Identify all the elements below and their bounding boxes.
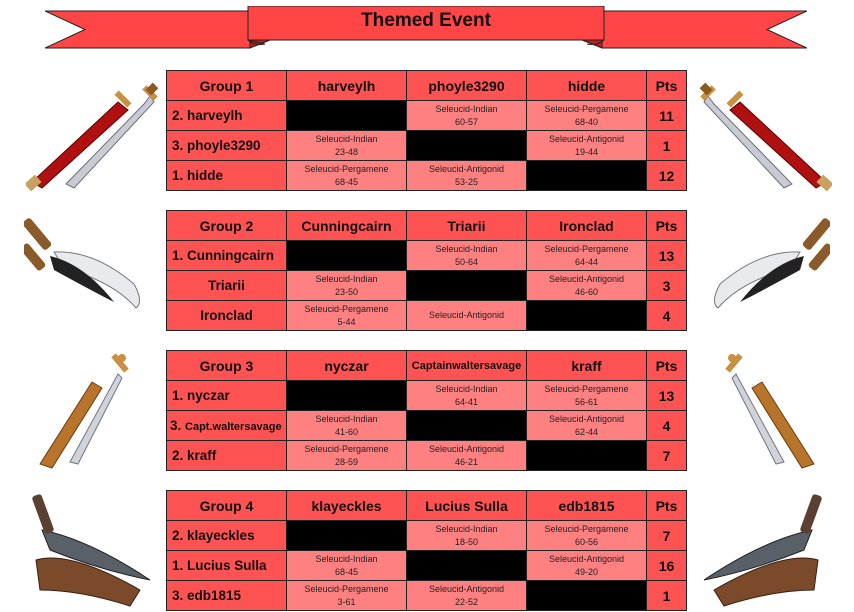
matchup-label: Seleucid-Pergamene	[304, 163, 389, 174]
match-score: 68-45	[334, 176, 359, 187]
matchup-label: Seleucid-Antigonid	[428, 163, 505, 174]
points-value: 13	[647, 381, 687, 411]
player-column-header: Ironclad	[527, 211, 647, 241]
matchup-label: Seleucid-Indian	[435, 243, 498, 254]
player-column-header: klayeckles	[287, 491, 407, 521]
match-result-cell	[287, 411, 407, 441]
gladius-sword-icon	[692, 82, 832, 192]
player-column-header: phoyle3290	[407, 71, 527, 101]
self-match-cell	[287, 521, 407, 551]
match-score: 28-59	[334, 456, 359, 467]
match-score: 23-50	[334, 286, 359, 297]
match-result-cell	[287, 271, 407, 301]
matchup-label: Seleucid-Pergamene	[304, 443, 389, 454]
points-value: 4	[647, 411, 687, 441]
player-name: 1. Lucius Sulla	[172, 558, 267, 573]
match-result-cell	[287, 301, 407, 331]
match-result-cell	[287, 581, 407, 611]
player-name: 2. harveylh	[172, 108, 243, 123]
player-name: 3. edb1815	[172, 588, 242, 603]
kukri-knife-icon	[700, 212, 830, 312]
self-match-cell	[527, 301, 647, 331]
match-result-cell	[287, 161, 407, 191]
matchup-label: Seleucid-Antigonid	[428, 583, 505, 594]
points-header: Pts	[647, 211, 687, 241]
matchup-label: Seleucid-Antigonid	[428, 443, 505, 454]
player-column-header: Captainwaltersavage	[407, 351, 527, 381]
self-match-cell	[527, 441, 647, 471]
player-name: 1. nyczar	[172, 388, 230, 403]
player-row-label	[167, 521, 287, 551]
matchup-label: Seleucid-Indian	[435, 383, 498, 394]
matchup-label: Seleucid-Antigonid	[428, 310, 505, 320]
matchup-label: Seleucid-Pergamene	[304, 583, 389, 594]
player-row-label	[167, 551, 287, 581]
match-result-cell	[527, 551, 647, 581]
group-name: Group 2	[167, 211, 287, 241]
matchup-label: Seleucid-Pergamene	[544, 243, 629, 254]
match-score: 60-57	[454, 116, 479, 127]
self-match-cell	[407, 411, 527, 441]
player-column-header: harveylh	[287, 71, 407, 101]
group-name: Group 3	[167, 351, 287, 381]
match-score: 50-64	[454, 256, 479, 267]
points-value: 3	[647, 271, 687, 301]
self-match-cell	[527, 581, 647, 611]
group-table	[166, 70, 687, 191]
match-score: 18-50	[454, 536, 479, 547]
matchup-label: Seleucid-Pergamene	[544, 383, 629, 394]
player-column-header: hidde	[527, 71, 647, 101]
match-score: 64-44	[574, 256, 599, 267]
self-match-cell	[287, 241, 407, 271]
match-result-cell	[527, 241, 647, 271]
match-score: 68-45	[334, 566, 359, 577]
group-name: Group 1	[167, 71, 287, 101]
matchup-label: Seleucid-Indian	[435, 523, 498, 534]
group-name: Group 4	[167, 491, 287, 521]
matchup-label: Seleucid-Indian	[315, 553, 378, 564]
xiphos-sword-icon	[722, 352, 832, 472]
match-score: 53-25	[454, 176, 479, 187]
table-row	[167, 131, 687, 161]
matchup-label: Seleucid-Indian	[315, 273, 378, 284]
match-score: 19-44	[574, 146, 599, 157]
points-header: Pts	[647, 71, 687, 101]
table-row	[167, 411, 687, 441]
group-header-row	[167, 211, 687, 241]
points-value: 1	[647, 131, 687, 161]
group-table	[166, 350, 687, 471]
matchup-label: Seleucid-Pergamene	[304, 303, 389, 314]
match-score: 22-52	[454, 596, 479, 607]
table-row	[167, 441, 687, 471]
points-value: 7	[647, 441, 687, 471]
matchup-label: Seleucid-Indian	[435, 103, 498, 114]
kukri-knife-icon	[24, 212, 154, 312]
match-result-cell	[287, 551, 407, 581]
player-row-label	[167, 301, 287, 331]
match-result-cell	[287, 441, 407, 471]
matchup-label: Seleucid-Indian	[315, 133, 378, 144]
player-row-label	[167, 101, 287, 131]
matchup-label: Seleucid-Antigonid	[548, 553, 625, 564]
points-value: 13	[647, 241, 687, 271]
match-score: 23-48	[334, 146, 359, 157]
match-score: 46-60	[574, 286, 599, 297]
xiphos-sword-icon	[22, 352, 132, 472]
group-header-row	[167, 351, 687, 381]
points-value: 7	[647, 521, 687, 551]
kopis-sword-icon	[694, 490, 824, 610]
self-match-cell	[287, 381, 407, 411]
match-score: 46-21	[454, 456, 479, 467]
points-value: 1	[647, 581, 687, 611]
matchup-label: Seleucid-Indian	[315, 413, 378, 424]
matchup-label: Seleucid-Antigonid	[548, 133, 625, 144]
table-row	[167, 551, 687, 581]
player-column-header: Lucius Sulla	[407, 491, 527, 521]
match-score: 49-20	[574, 566, 599, 577]
player-row-label	[167, 161, 287, 191]
points-value: 16	[647, 551, 687, 581]
points-value: 11	[647, 101, 687, 131]
table-row	[167, 241, 687, 271]
table-row	[167, 581, 687, 611]
match-score: 64-41	[454, 396, 479, 407]
player-name: 1. hidde	[172, 168, 224, 183]
player-column-header: Triarii	[407, 211, 527, 241]
self-match-cell	[407, 131, 527, 161]
match-score: 41-60	[334, 426, 359, 437]
match-result-cell	[527, 271, 647, 301]
player-name: Triarii	[208, 278, 245, 293]
player-name: 2. kraff	[172, 448, 217, 463]
table-row	[167, 101, 687, 131]
match-score: 62-44	[574, 426, 599, 437]
match-result-cell	[407, 381, 527, 411]
match-result-cell	[407, 581, 527, 611]
match-result-cell	[407, 521, 527, 551]
match-score: 3-61	[337, 596, 356, 607]
player-row-label	[167, 131, 287, 161]
player-row-label	[167, 441, 287, 471]
player-column-header: edb1815	[527, 491, 647, 521]
player-name: Ironclad	[200, 308, 253, 323]
rank-prefix: 3.	[170, 418, 182, 433]
table-row	[167, 521, 687, 551]
points-header: Pts	[647, 351, 687, 381]
points-header: Pts	[647, 491, 687, 521]
self-match-cell	[287, 101, 407, 131]
match-result-cell	[527, 101, 647, 131]
match-result-cell	[527, 131, 647, 161]
gladius-sword-icon	[26, 82, 166, 192]
matchup-label: Seleucid-Pergamene	[544, 523, 629, 534]
match-score: 5-44	[337, 316, 356, 327]
table-row	[167, 381, 687, 411]
match-result-cell	[527, 521, 647, 551]
group-table	[166, 490, 687, 611]
matchup-label: Seleucid-Pergamene	[544, 103, 629, 114]
player-name: 1. Cunningcairn	[172, 248, 275, 263]
player-row-label	[167, 241, 287, 271]
player-name: 3. phoyle3290	[172, 138, 261, 153]
player-column-header: Cunningcairn	[287, 211, 407, 241]
match-result-cell	[527, 411, 647, 441]
match-result-cell	[407, 161, 527, 191]
table-row	[167, 161, 687, 191]
self-match-cell	[407, 271, 527, 301]
points-value: 4	[647, 301, 687, 331]
player-row-label	[167, 411, 287, 441]
match-score: 68-40	[574, 116, 599, 127]
match-result-cell	[407, 301, 527, 331]
player-column-header: nyczar	[287, 351, 407, 381]
self-match-cell	[407, 551, 527, 581]
kopis-sword-icon	[30, 490, 160, 610]
page-title: Themed Event	[361, 10, 491, 31]
player-name: 2. klayeckles	[172, 528, 255, 543]
table-row	[167, 301, 687, 331]
points-value: 12	[647, 161, 687, 191]
match-result-cell	[407, 241, 527, 271]
player-name-small: Capt.waltersavage	[185, 421, 282, 433]
group-header-row	[167, 71, 687, 101]
player-row-label	[167, 271, 287, 301]
player-row-label	[167, 381, 287, 411]
matchup-label: Seleucid-Antigonid	[548, 413, 625, 424]
player-row-label	[167, 581, 287, 611]
match-result-cell	[527, 381, 647, 411]
group-header-row	[167, 491, 687, 521]
table-row	[167, 271, 687, 301]
match-score: 56-61	[574, 396, 599, 407]
group-table	[166, 210, 687, 331]
match-score: 60-56	[574, 536, 599, 547]
match-result-cell	[407, 441, 527, 471]
player-column-header: kraff	[527, 351, 647, 381]
match-result-cell	[287, 131, 407, 161]
matchup-label: Seleucid-Antigonid	[548, 273, 625, 284]
match-result-cell	[407, 101, 527, 131]
self-match-cell	[527, 161, 647, 191]
